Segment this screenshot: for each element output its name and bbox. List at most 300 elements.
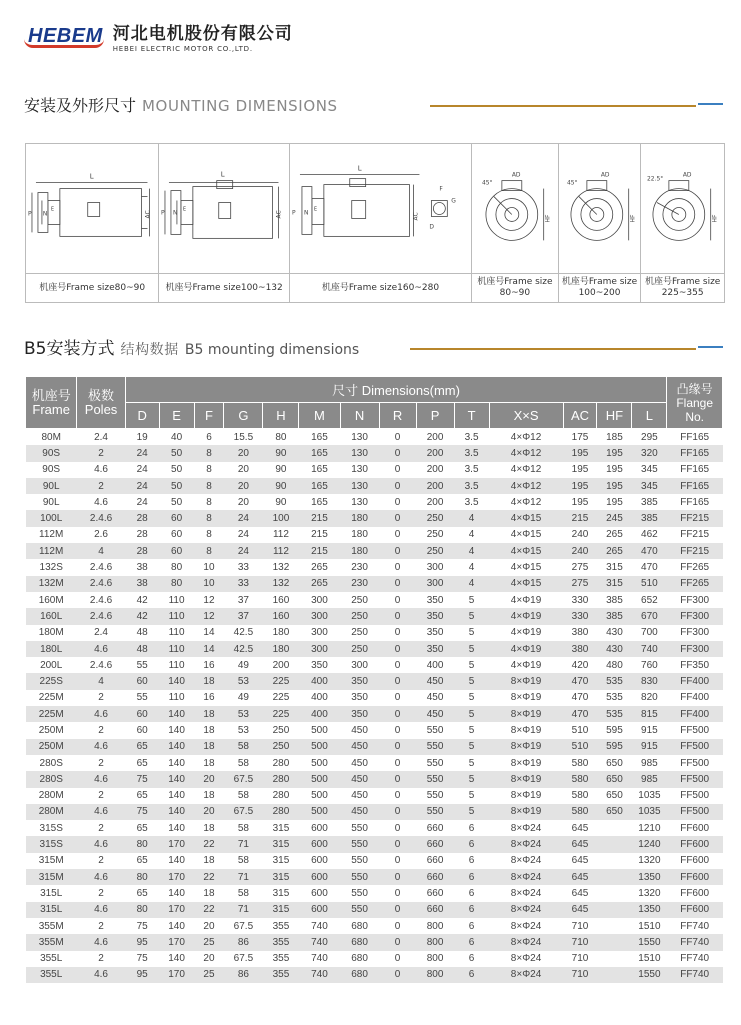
diagram-caption: 机座号Frame size100~132 — [159, 273, 288, 302]
table-row — [26, 869, 723, 885]
svg-text:G: G — [451, 197, 456, 205]
table-cell: 5 — [454, 771, 489, 787]
table-cell: 50 — [159, 478, 194, 494]
table-cell: 500 — [299, 788, 340, 804]
table-cell: 4×Φ19 — [489, 641, 563, 657]
table-cell: 4×Φ19 — [489, 608, 563, 624]
table-cell: 660 — [416, 885, 454, 901]
diagram-drawing — [290, 144, 471, 273]
diagram-drawing — [559, 144, 641, 273]
table-cell: 470 — [632, 559, 667, 575]
table-cell: 42 — [125, 592, 159, 608]
table-cell: 18 — [194, 820, 224, 836]
table-cell: 58 — [224, 820, 263, 836]
table-cell: 48 — [125, 641, 159, 657]
table-cell: 8×Φ19 — [489, 804, 563, 820]
table-cell: 250 — [340, 592, 379, 608]
table-cell: 350 — [416, 608, 454, 624]
table-cell: 42.5 — [224, 625, 263, 641]
table-cell: 75 — [125, 804, 159, 820]
table-cell: 90S — [26, 445, 77, 461]
table-cell: 6 — [454, 853, 489, 869]
table-cell: 4×Φ15 — [489, 510, 563, 526]
table-cell: 37 — [224, 592, 263, 608]
table-cell: 112 — [263, 527, 299, 543]
table-cell: 2 — [77, 918, 125, 934]
table-cell: 90 — [263, 462, 299, 478]
table-cell: 350 — [299, 657, 340, 673]
table-cell: 240 — [563, 543, 597, 559]
table-cell: 67.5 — [224, 918, 263, 934]
svg-text:P: P — [291, 209, 296, 217]
table-cell: 112 — [263, 543, 299, 559]
table-cell: 1035 — [632, 788, 667, 804]
table-cell: 6 — [454, 951, 489, 967]
table-cell: 20 — [224, 494, 263, 510]
table-cell: 430 — [597, 641, 632, 657]
table-cell: 265 — [299, 559, 340, 575]
table-cell: 5 — [454, 608, 489, 624]
table-cell: 350 — [416, 592, 454, 608]
table-cell: 600 — [299, 885, 340, 901]
table-row — [26, 885, 723, 901]
table-cell: 0 — [379, 625, 416, 641]
table-cell: 67.5 — [224, 771, 263, 787]
table-cell: FF265 — [667, 576, 723, 592]
table-cell: 65 — [125, 885, 159, 901]
table-cell: 350 — [340, 706, 379, 722]
table-cell: FF400 — [667, 673, 723, 689]
table-cell: 60 — [125, 673, 159, 689]
logo-swoosh-icon — [24, 39, 104, 48]
table-cell: 355 — [263, 967, 299, 983]
table-cell: 180 — [340, 543, 379, 559]
table-cell: 58 — [224, 788, 263, 804]
table-cell: 1320 — [632, 885, 667, 901]
diagram-drawing — [472, 144, 558, 273]
table-cell: 53 — [224, 722, 263, 738]
table-cell: 315L — [26, 902, 77, 918]
table-cell: 0 — [379, 804, 416, 820]
table-cell: 5 — [454, 755, 489, 771]
table-cell: 450 — [340, 771, 379, 787]
table-cell: 0 — [379, 657, 416, 673]
table-cell: 4.6 — [77, 804, 125, 820]
table-cell: 500 — [299, 804, 340, 820]
table-cell: 49 — [224, 657, 263, 673]
table-cell: 500 — [299, 722, 340, 738]
table-cell: 4×Φ12 — [489, 445, 563, 461]
table-cell: 5 — [454, 706, 489, 722]
table-cell: 0 — [379, 706, 416, 722]
table-cell: 180 — [340, 527, 379, 543]
b5-dimensions-table — [25, 376, 723, 983]
table-cell: FF400 — [667, 690, 723, 706]
table-cell: 330 — [563, 608, 597, 624]
table-cell: 24 — [125, 445, 159, 461]
table-cell: 0 — [379, 918, 416, 934]
table-cell: 985 — [632, 755, 667, 771]
table-cell: 200 — [416, 494, 454, 510]
table-cell: 470 — [563, 706, 597, 722]
table-cell: 12 — [194, 608, 224, 624]
table-cell: 915 — [632, 739, 667, 755]
table-cell: 265 — [597, 527, 632, 543]
table-cell: 49 — [224, 690, 263, 706]
table-cell: 355 — [263, 918, 299, 934]
table-cell: 300 — [299, 625, 340, 641]
table-cell: 740 — [299, 967, 340, 983]
table-cell: 18 — [194, 739, 224, 755]
column-header: M — [299, 403, 340, 429]
table-cell: 195 — [563, 478, 597, 494]
table-cell: 6 — [454, 902, 489, 918]
table-cell: 710 — [563, 951, 597, 967]
motor-front-view-icon — [472, 144, 558, 273]
table-cell: 67.5 — [224, 951, 263, 967]
table-cell: 50 — [159, 462, 194, 478]
table-cell: 2 — [77, 755, 125, 771]
table-cell: 8×Φ19 — [489, 755, 563, 771]
table-cell: 22 — [194, 836, 224, 852]
company-header — [28, 18, 293, 54]
table-cell: 355M — [26, 918, 77, 934]
table-cell: 645 — [563, 836, 597, 852]
table-cell: 90 — [263, 478, 299, 494]
table-cell: 355 — [263, 934, 299, 950]
table-cell: 250M — [26, 722, 77, 738]
table-cell: 400 — [299, 690, 340, 706]
table-cell: 195 — [563, 462, 597, 478]
table-row — [26, 559, 723, 575]
table-cell: 53 — [224, 706, 263, 722]
table-cell: 385 — [597, 592, 632, 608]
table-cell — [597, 885, 632, 901]
diagram-drawing — [26, 144, 158, 273]
table-cell: 50 — [159, 445, 194, 461]
svg-text:45°: 45° — [482, 179, 493, 187]
svg-text:D: D — [429, 223, 434, 231]
table-cell: 550 — [416, 722, 454, 738]
table-cell: 225S — [26, 673, 77, 689]
table-cell: 140 — [159, 771, 194, 787]
svg-text:AD: AD — [511, 171, 521, 179]
table-cell: 4.6 — [77, 869, 125, 885]
table-cell: 140 — [159, 804, 194, 820]
table-cell: 345 — [632, 478, 667, 494]
table-cell: FF500 — [667, 771, 723, 787]
table-cell: 67.5 — [224, 804, 263, 820]
table-cell: 200 — [416, 462, 454, 478]
table-cell: 38 — [125, 576, 159, 592]
motor-front-view-icon — [559, 144, 641, 273]
table-cell: 5 — [454, 722, 489, 738]
table-cell: 200 — [416, 429, 454, 446]
table-cell: 110 — [159, 592, 194, 608]
table-cell: 450 — [340, 739, 379, 755]
table-cell: 1350 — [632, 869, 667, 885]
table-cell: 2.4 — [77, 625, 125, 641]
table-cell: 985 — [632, 771, 667, 787]
table-cell: 280 — [263, 771, 299, 787]
column-header: N — [340, 403, 379, 429]
table-cell: 2 — [77, 478, 125, 494]
table-cell: 22 — [194, 902, 224, 918]
table-cell: 1510 — [632, 918, 667, 934]
table-row — [26, 804, 723, 820]
table-cell: 140 — [159, 706, 194, 722]
table-cell: 315 — [263, 853, 299, 869]
table-cell: 195 — [597, 478, 632, 494]
table-cell: FF300 — [667, 592, 723, 608]
table-cell: FF500 — [667, 755, 723, 771]
table-cell — [597, 820, 632, 836]
table-cell: 450 — [340, 722, 379, 738]
table-cell: 28 — [125, 527, 159, 543]
table-cell: 250 — [416, 510, 454, 526]
mounting-title-rule — [430, 105, 696, 107]
table-cell: 40 — [159, 429, 194, 446]
table-body — [26, 429, 723, 984]
table-cell: 4 — [454, 559, 489, 575]
table-cell: FF740 — [667, 951, 723, 967]
table-cell: 195 — [563, 445, 597, 461]
svg-text:E: E — [313, 206, 317, 213]
svg-text:P: P — [161, 209, 166, 217]
table-cell: 4 — [454, 527, 489, 543]
table-cell: 280S — [26, 755, 77, 771]
table-cell: FF350 — [667, 657, 723, 673]
table-cell: 110 — [159, 625, 194, 641]
table-cell: 500 — [299, 771, 340, 787]
table-cell: 24 — [224, 543, 263, 559]
table-cell: 71 — [224, 902, 263, 918]
table-cell: 6 — [454, 869, 489, 885]
table-cell: 25 — [194, 967, 224, 983]
table-cell: 132 — [263, 559, 299, 575]
table-cell: 10 — [194, 559, 224, 575]
table-cell: 600 — [299, 836, 340, 852]
table-cell: 280M — [26, 804, 77, 820]
table-cell: 0 — [379, 673, 416, 689]
table-cell: 230 — [340, 576, 379, 592]
table-cell: 535 — [597, 673, 632, 689]
table-cell: 385 — [632, 494, 667, 510]
table-cell: 0 — [379, 478, 416, 494]
table-cell: 315 — [597, 576, 632, 592]
table-cell: 535 — [597, 690, 632, 706]
header-frame — [26, 377, 77, 429]
table-cell: 0 — [379, 527, 416, 543]
table-cell: 500 — [299, 739, 340, 755]
table-cell: 8×Φ24 — [489, 836, 563, 852]
table-cell: 2.4.6 — [77, 559, 125, 575]
table-cell: 5 — [454, 592, 489, 608]
table-cell: 1550 — [632, 967, 667, 983]
table-cell: 595 — [597, 722, 632, 738]
table-cell: 160 — [263, 592, 299, 608]
table-cell: 0 — [379, 967, 416, 983]
mounting-title-rule-accent — [698, 103, 723, 105]
table-cell: 80 — [125, 902, 159, 918]
table-cell: 165 — [299, 494, 340, 510]
table-cell: 112M — [26, 543, 77, 559]
table-cell: 315L — [26, 885, 77, 901]
table-cell: 450 — [340, 788, 379, 804]
table-cell: FF165 — [667, 429, 723, 446]
table-cell: 650 — [597, 771, 632, 787]
table-cell: 480 — [597, 657, 632, 673]
mounting-title-cn: 安装及外形尺寸 — [24, 96, 137, 115]
table-cell: 8×Φ19 — [489, 771, 563, 787]
table-cell: 180 — [340, 510, 379, 526]
table-cell: 8×Φ19 — [489, 788, 563, 804]
table-cell: 20 — [224, 462, 263, 478]
table-cell: 600 — [299, 869, 340, 885]
table-cell: 510 — [632, 576, 667, 592]
table-row — [26, 722, 723, 738]
table-cell: 350 — [416, 641, 454, 657]
column-header: T — [454, 403, 489, 429]
svg-text:HF: HF — [629, 214, 637, 223]
header-flange — [667, 377, 723, 429]
table-cell — [597, 853, 632, 869]
table-cell: 100 — [263, 510, 299, 526]
diagram-drawing — [159, 144, 288, 273]
table-cell: 55 — [125, 690, 159, 706]
table-cell: 1550 — [632, 934, 667, 950]
table-cell: 15.5 — [224, 429, 263, 446]
diagram-caption: 机座号Frame size 100~200 — [559, 273, 641, 302]
table-cell: 1320 — [632, 853, 667, 869]
table-cell: 245 — [597, 510, 632, 526]
table-cell: 680 — [340, 934, 379, 950]
table-cell: 660 — [416, 869, 454, 885]
table-cell: 28 — [125, 510, 159, 526]
b5-title-rule — [410, 348, 696, 350]
table-cell: 0 — [379, 429, 416, 446]
table-cell: FF740 — [667, 967, 723, 983]
diagram-caption: 机座号Frame size 80~90 — [472, 273, 558, 302]
table-cell: FF265 — [667, 559, 723, 575]
table-cell: 355L — [26, 967, 77, 983]
table-cell: 250M — [26, 739, 77, 755]
table-cell: 8 — [194, 543, 224, 559]
table-cell: 170 — [159, 967, 194, 983]
table-cell: 550 — [416, 739, 454, 755]
table-cell: 280M — [26, 788, 77, 804]
table-cell: 140 — [159, 885, 194, 901]
table-cell: 265 — [597, 543, 632, 559]
table-cell: 24 — [125, 478, 159, 494]
table-cell: 14 — [194, 641, 224, 657]
table-cell: 58 — [224, 739, 263, 755]
table-cell: 2.4.6 — [77, 608, 125, 624]
table-cell: 33 — [224, 559, 263, 575]
table-cell: 450 — [416, 673, 454, 689]
table-cell: FF215 — [667, 543, 723, 559]
table-row — [26, 951, 723, 967]
table-cell: FF300 — [667, 641, 723, 657]
table-cell: 2 — [77, 885, 125, 901]
table-cell: 140 — [159, 853, 194, 869]
table-cell: 20 — [224, 445, 263, 461]
svg-text:N: N — [173, 209, 178, 217]
table-cell: 0 — [379, 885, 416, 901]
table-cell: 140 — [159, 673, 194, 689]
table-cell: 645 — [563, 902, 597, 918]
table-cell: 170 — [159, 902, 194, 918]
table-row — [26, 836, 723, 852]
table-cell: 0 — [379, 543, 416, 559]
diagram-frame-160-280-side — [290, 144, 472, 302]
table-cell: 65 — [125, 853, 159, 869]
table-cell: 6 — [454, 885, 489, 901]
table-cell: 315S — [26, 820, 77, 836]
motor-side-view-icon — [290, 144, 471, 273]
table-cell: 200 — [416, 445, 454, 461]
table-cell: 175 — [563, 429, 597, 446]
table-cell: 200L — [26, 657, 77, 673]
table-cell: 2.4.6 — [77, 576, 125, 592]
table-cell: 165 — [299, 478, 340, 494]
table-cell: 12 — [194, 592, 224, 608]
table-cell: 4×Φ12 — [489, 494, 563, 510]
table-cell: 680 — [340, 967, 379, 983]
table-row — [26, 902, 723, 918]
header-frame-en: Frame — [32, 401, 70, 417]
table-row — [26, 543, 723, 559]
header-poles — [77, 377, 125, 429]
table-cell: 160M — [26, 592, 77, 608]
table-cell: 8×Φ19 — [489, 673, 563, 689]
b5-title-cn2: 结构数据 — [120, 342, 179, 358]
table-cell: 100L — [26, 510, 77, 526]
table-cell: 350 — [340, 690, 379, 706]
table-cell: 65 — [125, 739, 159, 755]
table-cell: 8×Φ24 — [489, 885, 563, 901]
table-cell: 14 — [194, 625, 224, 641]
table-cell: FF165 — [667, 478, 723, 494]
table-cell: FF600 — [667, 902, 723, 918]
table-cell: 80 — [159, 559, 194, 575]
table-cell: 8 — [194, 462, 224, 478]
mounting-diagrams — [25, 143, 725, 303]
table-cell: 60 — [159, 510, 194, 526]
table-cell: 430 — [597, 625, 632, 641]
diagram-caption: 机座号Frame size80~90 — [26, 273, 158, 302]
b5-section-title — [24, 334, 359, 359]
table-cell: 2.4.6 — [77, 592, 125, 608]
table-cell: 4×Φ19 — [489, 657, 563, 673]
table-cell: 71 — [224, 836, 263, 852]
table-cell: 275 — [563, 576, 597, 592]
table-cell: 740 — [632, 641, 667, 657]
table-cell: 240 — [563, 527, 597, 543]
table-cell: 645 — [563, 820, 597, 836]
table-cell: 2 — [77, 820, 125, 836]
table-cell: 2.4 — [77, 429, 125, 446]
table-cell: FF500 — [667, 788, 723, 804]
table-cell: FF500 — [667, 739, 723, 755]
table-cell: 670 — [632, 608, 667, 624]
table-cell: 450 — [416, 690, 454, 706]
table-cell: 80 — [263, 429, 299, 446]
table-cell: 225 — [263, 673, 299, 689]
table-cell: 450 — [340, 755, 379, 771]
table-cell: 50 — [159, 494, 194, 510]
table-cell: 400 — [416, 657, 454, 673]
